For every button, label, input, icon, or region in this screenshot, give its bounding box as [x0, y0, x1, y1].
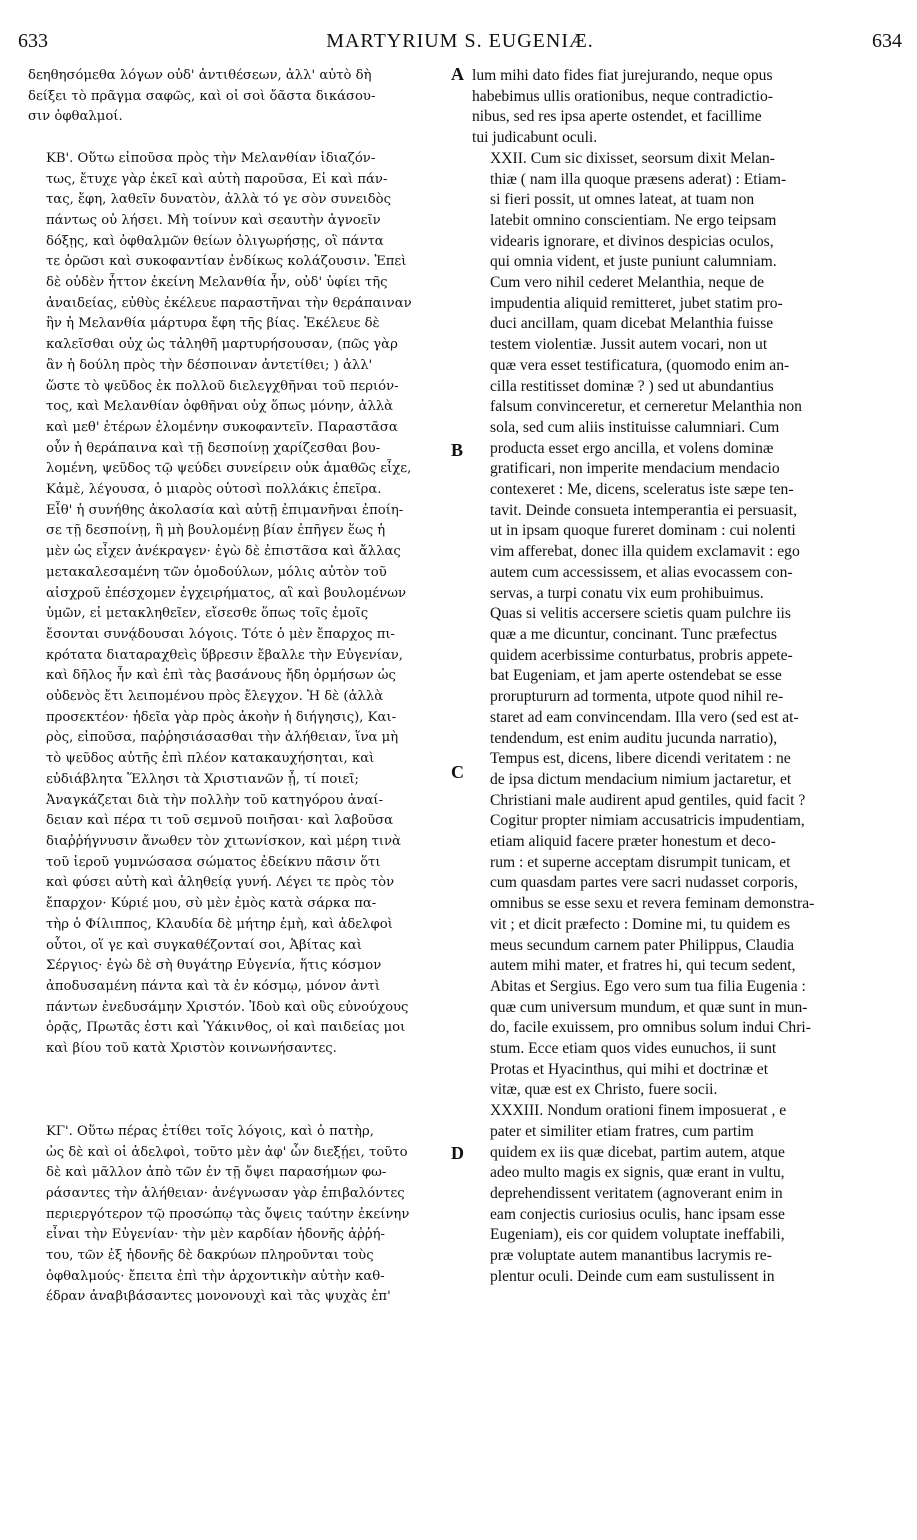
- text-line: μὲν ὡς εἶχεν ἀνέκραγεν· ἐγὼ δὲ ἐπιστᾶσα καὶ ἄλλας: [46, 544, 401, 560]
- text-line: ΚΓ'. Οὕτω πέρας ἐτίθει τοῖς λόγοις, καὶ ὁ πατὴρ,: [46, 1123, 374, 1139]
- text-line: Σέργιος· ἐγὼ δὲ σὴ θυγάτηρ Εὐγενία, ἥτις κόσμον: [46, 958, 382, 974]
- text-line: ἔπαρχον· Κύριέ μου, σὺ μὲν ἐμὸς κατὰ σάρκα πα-: [46, 896, 377, 912]
- text-line: Protas et Hyacinthus, qui mihi et doctrinæ et: [490, 1060, 769, 1078]
- text-line: habebimus ullis orationibus, neque contradictio-: [472, 87, 773, 105]
- text-line: quæ cum universum mundum, et quæ sunt in mun-: [490, 998, 808, 1016]
- text-line: ἀναιδείας, εὐθὺς ἐκέλευε παραστῆναι τὴν θεράπαιναν: [46, 295, 412, 311]
- text-line: ΚΒ'. Οὕτω εἰποῦσα πρὸς τὴν Μελανθίαν ἰδιαζόν-: [46, 150, 376, 166]
- latin-paragraph-3: [472, 1101, 880, 1287]
- text-line: Εἶθ' ἡ συνήθης ἀκολασία καὶ αὐτῇ ἐπιμανῆναι ἐποίη-: [46, 502, 404, 518]
- text-line: rum : et superne acceptam disrumpit tunicam, et: [490, 853, 791, 871]
- text-line: Cum vero nihil cederet Melanthia, neque de: [490, 274, 765, 292]
- text-line: δόξῃς, καὶ ὀφθαλμῶν θείων ὀλιγωρήσῃς, οἳ πάντα: [46, 233, 384, 249]
- text-line: thiæ ( nam illa quoque præsens aderat) : Etiam-: [490, 170, 787, 188]
- text-line: προσεκτέον· ἡδεῖα γὰρ πρὸς ἀκοὴν ἡ διήγησις), Και-: [46, 709, 397, 725]
- text-line: cum quasdam partes vere sacri nudasset corporis,: [490, 874, 798, 892]
- text-line: duci ancillam, quam dicebat Melanthia fuisse: [490, 315, 774, 333]
- text-line: etiam aliquid facere præter honestum et deco-: [490, 833, 776, 851]
- text-line: ὀφθαλμούς· ἔπειτα ἐπὶ τὴν ἀρχοντικὴν αὐτὴν καθ-: [46, 1268, 385, 1284]
- text-line: ὡς δὲ καὶ οἱ ἀδελφοὶ, τοῦτο μὲν ἀφ' ὧν διεξῄει, τοῦτο: [46, 1144, 408, 1160]
- text-line: Quas si velitis accersere scietis quam pulchre iis: [490, 605, 791, 623]
- text-line: ρὸς, εἰποῦσα, παῤῥησιάσασθαι τὴν ἀλήθειαν, ἵνα μὴ: [46, 730, 399, 746]
- text-line: πάντων ἐνεδυσάμην Χριστόν. Ἰδοὺ καὶ οὓς εὐνούχους: [46, 999, 409, 1015]
- greek-paragraph-2: [28, 149, 460, 1060]
- text-line: οὗτοι, οἵ γε καὶ συγκαθέζονταί σοι, Ἀβίτας καὶ: [46, 937, 362, 953]
- text-line: ut in ipsam quoque fureret dominam : cui nolenti: [490, 522, 796, 540]
- text-line: XXII. Cum sic dixisset, seorsum dixit Melan-: [490, 149, 775, 167]
- text-line: Tempus est, dicens, libere dicendi veritatem : ne: [490, 750, 791, 768]
- page-number-right: 634: [872, 30, 902, 52]
- text-line: vitæ, quæ est ex Christo, fuere socii.: [490, 1081, 718, 1099]
- text-line: quidem ex iis quæ dicebat, partim autem, atque: [490, 1143, 785, 1161]
- text-line: ὁρᾷς, Πρωτᾶς ἐστι καὶ Ὑάκινθος, οἱ καὶ παιδείας μοι: [46, 1020, 406, 1036]
- text-line: ἣν ἡ Μελανθία μάρτυρα ἔφη τῆς βίας. Ἐκέλευε δὲ: [46, 316, 380, 332]
- text-line: adeo multo magis ex signis, quæ erant in vultu,: [490, 1164, 785, 1182]
- text-line: autem cum accessissem, et alias evocassem con-: [490, 563, 793, 581]
- text-line: του, τῶν ἐξ ἡδονῆς δὲ δακρύων πληροῦνται τοὺς: [46, 1248, 374, 1264]
- greek-column: [28, 66, 460, 1308]
- text-line: καὶ βίου τοῦ κατὰ Χριστὸν κοινωνήσαντες.: [46, 1041, 337, 1057]
- text-line: Christiani male audirent apud gentiles, quid facit ?: [490, 791, 806, 809]
- margin-marker-b: B: [451, 440, 464, 460]
- text-line: præ voluptate autem manantibus lacrymis re-: [490, 1247, 772, 1265]
- text-line: ἀποδυσαμένη πάντα καὶ τὰ ἐν κόσμῳ, μόνον ἀντὶ: [46, 978, 381, 994]
- text-line: ἔσονται συνᾴδουσαι λόγοις. Τότε ὁ μὲν ἔπαρχος πι-: [46, 626, 396, 642]
- text-line: XXXIII. Nondum orationi finem imposuerat , e: [490, 1102, 787, 1120]
- text-line: bat Eugeniam, et jam aperte ostendebat se esse: [490, 667, 782, 685]
- text-line: Cogitur propter nimiam accusatricis impudentiam,: [490, 812, 805, 830]
- text-line: stum. Ecce etiam quos vides eunuchos, ii sunt: [490, 1040, 777, 1058]
- text-line: autem mihi mater, et fratres hi, qui tecum sedent,: [490, 957, 796, 975]
- text-line: καὶ φύσει αὐτὴ καὶ ἀληθείᾳ γυνή. Λέγει τε πρὸς τὸν: [46, 875, 395, 891]
- text-line: videaris ignorare, et divinos despicias oculos,: [490, 232, 774, 250]
- text-line: ὥστε τὸ ψεῦδος ἐκ πολλοῦ διελεγχθῆναι τοῦ περιόν-: [46, 378, 399, 394]
- text-line: τὴρ ὁ Φίλιππος, Κλαυδία δὲ μήτηρ ἐμὴ, καὶ ἀδελφοὶ: [46, 916, 393, 932]
- text-line: vim afferebat, donec illa quidem exclamavit : ego: [490, 543, 800, 561]
- text-line: εἶναι τὴν Εὐγενίαν· τὴν μὲν καρδίαν ἡδονῆς ἀῤῥή-: [46, 1227, 385, 1243]
- text-line: vit ; et dicit præfecto : Domine mi, tu quidem es: [490, 915, 791, 933]
- text-line: μετακαλεσαμένη τῶν ὁμοδούλων, μόλις αὐτὸν τοῦ: [46, 564, 387, 580]
- text-line: do, facile exuissem, pro omnibus solum indui Chri-: [490, 1019, 811, 1037]
- text-line: ράσαντες τὴν ἀλήθειαν· ἀνέγνωσαν γὰρ ἐπιβαλόντες: [46, 1185, 405, 1201]
- margin-marker-c: C: [451, 762, 464, 782]
- text-line: quæ a me dicuntur, concinant. Tunc præfectus: [490, 625, 777, 643]
- text-line: lum mihi dato fides fiat jurejurando, neque opus: [472, 67, 773, 84]
- page-number-left: 633: [18, 30, 48, 52]
- text-line: Abitas et Sergius. Ego vero sum tua filia Eugenia :: [490, 977, 806, 995]
- text-line: τὸ ψεῦδος αὐτῆς ἐπὶ πλέον κατακαυχήσηται, καὶ: [46, 751, 375, 767]
- text-line: δὲ καὶ μᾶλλον ἀπὸ τῶν ἐν τῇ ὄψει παρασήμων φω-: [46, 1165, 387, 1181]
- text-line: gratificari, non imperite mendacium mendacio: [490, 460, 780, 478]
- text-line: σε τῇ δεσποίνῃ, ἣ μὴ βουλομένῃ βίαν ἐπῆγεν ἕως ἡ: [46, 523, 386, 539]
- page-header: [18, 30, 902, 60]
- text-line: testem violentiæ. Jussit autem vocari, non ut: [490, 336, 768, 354]
- text-line: nibus, sed res ipsa aperte ostendet, et facillime: [472, 108, 762, 126]
- greek-paragraph-1: [28, 66, 460, 128]
- text-line: de ipsa dictum mendacium nimium jactaretur, et: [490, 770, 792, 788]
- margin-marker-a: A: [451, 64, 464, 84]
- text-line: τας, ἔφη, λαθεῖν δυνατὸν, ἀλλὰ τό γε σὸν συνειδὸς: [46, 192, 391, 208]
- latin-paragraph-2: [472, 149, 880, 1101]
- text-line: quidem acerbissime conturbatus, probris appete-: [490, 646, 793, 664]
- text-line: καλεῖσθαι οὐχ ὡς τἀληθῆ μαρτυρήσουσαν, (πῶς γὰρ: [46, 337, 398, 353]
- text-line: περιεργότερον τῷ προσώπῳ τὰς ὄψεις ταύτην ἐκείνην: [46, 1206, 410, 1222]
- text-line: meus secundum carnem pater Philippus, Claudia: [490, 936, 795, 954]
- text-line: έδραν ἀναβιβάσαντες μονονουχὶ καὶ τὰς ψυχὰς ἐπ': [46, 1289, 391, 1305]
- text-line: plentur oculi. Deinde cum eam sustulissent in: [490, 1267, 775, 1285]
- text-line: Ἀναγκάζεται διὰ τὴν πολλὴν τοῦ κατηγόρου ἀναί-: [46, 792, 384, 808]
- text-line: quæ vera esset testificatura, (quomodo enim an-: [490, 356, 790, 374]
- text-line: staret ad eam convincendam. Illa vero (sed est at-: [490, 708, 799, 726]
- text-line: cilla restitisset dominæ ? ) sed ut abundantius: [490, 377, 774, 395]
- text-line: sola, sed cum aliis instituisse calumniari. Cum: [490, 418, 780, 436]
- text-line: tavit. Deinde consueta intemperantia ei persuasit,: [490, 501, 798, 519]
- latin-column: [472, 66, 880, 1287]
- text-line: Eugeniam), eis cor quidem voluptate ineffabili,: [490, 1226, 785, 1244]
- text-line: impudentia aliquid remitteret, jubet statim pro-: [490, 294, 783, 312]
- text-line: pater et similiter etiam fratres, cum partim: [490, 1122, 754, 1140]
- latin-paragraph-1: [472, 66, 880, 149]
- text-line: διαῤῥήγνυσιν ἄνωθεν τὸν χιτωνίσκον, καὶ μέρη τινὰ: [46, 834, 401, 849]
- text-line: δειαν καὶ πέρα τι τοῦ σεμνοῦ ποιῆσαι· καὶ λαβοῦσα: [46, 813, 393, 829]
- text-line: deprehendissent veritatem (agnoverant enim in: [490, 1184, 783, 1202]
- text-line: si fieri possit, ut omnes lateat, at tuam non: [490, 191, 755, 209]
- text-line: οὖν ἡ θεράπαινα καὶ τῇ δεσποίνῃ χαρίζεσθαι βου-: [46, 440, 381, 456]
- text-line: servas, a turpi conatu vix eum prohibuimus.: [490, 584, 764, 602]
- text-line: latebit omnino conscientiam. Ne ergo teipsam: [490, 211, 777, 229]
- greek-paragraph-3: [28, 1122, 460, 1308]
- text-line: δὲ οὐδὲν ἧττον ἐκείνη Μελανθία ἦν, οὐδ' ὑφίει τῆς: [46, 275, 388, 291]
- text-line: αἰσχροῦ ἐπέσχομεν ἐγχειρήματος, αἳ καὶ βουλομένων: [46, 585, 407, 601]
- text-line: καὶ δῆλος ἦν καὶ ἐπὶ τὰς βασάνους ἤδη ὁρμήσων ὡς: [46, 668, 396, 684]
- text-line: τε ὁρῶσι καὶ συκοφαντίαν ἐνδίκως κολάζουσιν. Ἐπεὶ: [46, 254, 407, 270]
- text-line: καὶ μεθ' ἑτέρων ἑλομένην συκοφαντεῖν. Παραστᾶσα: [46, 419, 398, 435]
- text-line: εὐδιάβλητα Ἕλλησι τὰ Χριστιανῶν ᾖ, τί ποιεῖ;: [46, 771, 359, 787]
- text-line: δεηθησόμεθα λόγων οὐδ' ἀντιθέσεων, ἀλλ' αὐτὸ δὴ: [28, 68, 372, 83]
- text-line: σιν ὀφθαλμοί.: [28, 109, 123, 125]
- text-line: ὑμῶν, εἰ μετακληθεῖεν, εἴσεσθε ὅπως τοῖς ἐμοῖς: [46, 606, 369, 622]
- text-line: τως, ἔτυχε γὰρ ἐκεῖ καὶ αὐτὴ παροῦσα, Εἰ καὶ πάν-: [46, 171, 388, 187]
- text-line: tendendum, est enim auditu jucunda narratio),: [490, 729, 778, 747]
- running-title: MARTYRIUM S. EUGENIÆ.: [326, 30, 594, 52]
- text-line: omnibus se esse sexu et revera feminam demonstra-: [490, 895, 815, 913]
- text-line: proruptururn ad tormenta, utpote quod nihil re-: [490, 688, 784, 706]
- text-line: eam conjectis curiosius oculis, hanc ipsam esse: [490, 1205, 785, 1223]
- text-line: οὐδενὸς ἔτι λειπομένου πρὸς ἔλεγχον. Ἡ δὲ (ἀλλὰ: [46, 689, 384, 705]
- margin-marker-d: D: [451, 1143, 464, 1163]
- text-line: Κἀμὲ, λέγουσα, ὁ μιαρὸς οὑτοσὶ πολλάκις ἐπεῖρα.: [46, 482, 382, 498]
- text-line: falsum convinceretur, et cerneretur Melanthia non: [490, 398, 802, 416]
- text-line: τος, καὶ Μελανθίαν ὀφθῆναι οὐχ ὅπως μόνην, ἀλλὰ: [46, 399, 394, 415]
- text-line: producta esset ergo ancilla, et volens dominæ: [490, 439, 774, 457]
- text-line: πάντως οὐ λήσει. Μὴ τοίνυν καὶ σεαυτὴν ἀγνοεῖν: [46, 212, 381, 228]
- text-line: tui judicabunt oculi.: [472, 129, 598, 147]
- text-line: τοῦ ἱεροῦ γυμνώσασα σώματος ἐδείκνυ πᾶσιν ὅτι: [46, 854, 381, 870]
- text-line: κρότατα διαταραχθεὶς ὕβρεσιν ἔβαλλε τὴν Εὐγενίαν,: [46, 647, 403, 663]
- text-line: qui omnia vident, et juste puniunt calumniam.: [490, 253, 777, 271]
- text-line: λομένη, ψεῦδος τῷ ψεύδει συνείρειν οὐκ ἀμαθῶς εἶχε,: [46, 461, 412, 477]
- text-line: ἂν ἡ δούλη πρὸς τὴν δέσποιναν ἀντετίθει; ) ἀλλ': [46, 357, 373, 373]
- text-line: δείξει τὸ πρᾶγμα σαφῶς, καὶ οἱ σοὶ ὄᾶστα δικάσου-: [28, 88, 376, 104]
- text-line: contexeret : Me, dicens, sceleratus iste sæpe ten-: [490, 481, 794, 499]
